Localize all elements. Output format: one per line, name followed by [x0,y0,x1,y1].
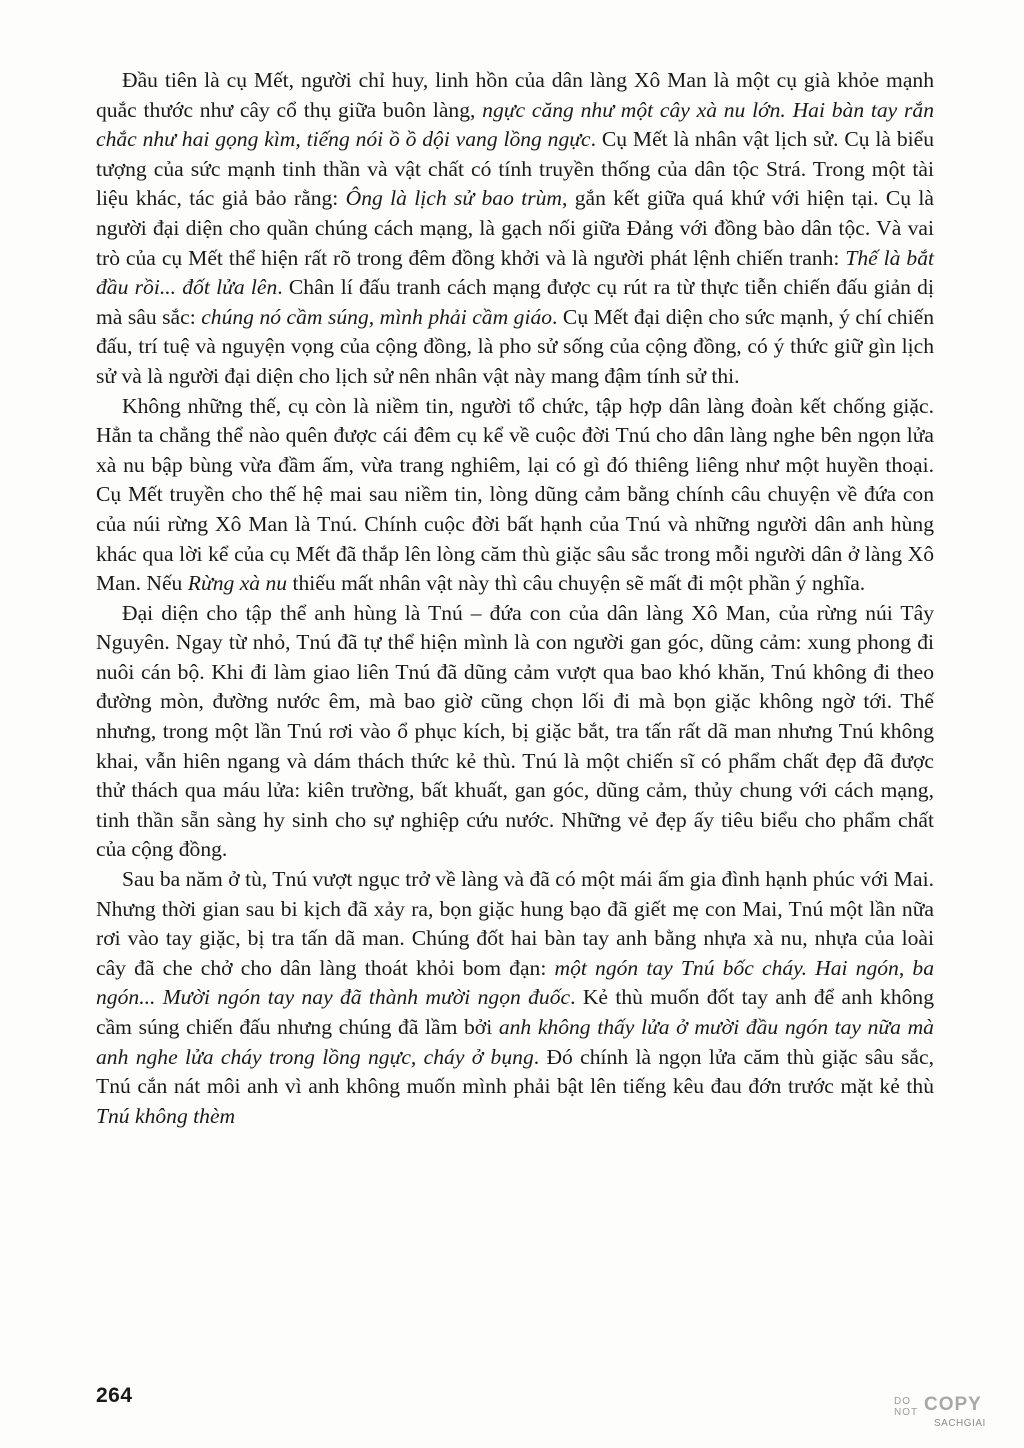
italic-text-run: một ngón tay Tnú bốc cháy. Hai ngón, ba ngón... Mười ngón tay nay đã thành mười ngọn đuốc [96,955,934,1010]
text-run: . Cụ Mết đại diện cho sức mạnh, ý chí chiến đấu, trí tuệ và nguyện vọng của cộng đồng, là pho sử sống của cộng đồng, có ý thức giữ gìn lịch sử và là người đại diện cho lịch sử nên nhân vật này mang đậm tính sử thi. [96,304,934,388]
text-run: Không những thế, cụ còn là niềm tin, người tổ chức, tập hợp dân làng đoàn kết chống giặc. Hẳn ta chẳng thể nào quên được cái đêm cụ kể về cuộc đời Tnú cho dân làng nghe bên ngọn lửa xà nu bập bùng vừa đầm ấm, vừa trang nghiêm, lại có gì đó thiêng liêng như một huyền thoại. Cụ Mết truyền cho thế hệ mai sau niềm tin, lòng dũng cảm bằng chính câu chuyện về đứa con của núi rừng Xô Man là Tnú. Chính cuộc đời bất hạnh của Tnú và những người dân anh hùng khác qua lời kể của cụ Mết đã thắp lên lòng căm thù giặc sâu sắc trong mỗi người dân ở làng Xô Man. Nếu [96,393,934,596]
italic-text-run: Rừng xà nu [187,571,288,596]
watermark-do-not [894,1396,918,1418]
text-run: , gắn kết giữa quá khứ với hiện tại. Cụ là người đại diện cho quần chúng cách mạng, là gạch nối giữa Đảng với đồng bào dân tộc. Và vai trò của cụ Mết thể hiện rất rõ trong đêm đồng khởi và là người phát lệnh chiến tranh: [96,186,934,270]
watermark-brand: SACHGIAI [934,1418,986,1429]
paragraph-2 [96,392,934,599]
text-run: Đầu tiên là cụ Mết, người chỉ huy, linh hồn của dân làng Xô Man là một cụ già khỏe mạnh quắc thước như cây cổ thụ giữa buôn làng, [96,68,934,122]
italic-text-run: anh không thấy lửa ở mười đầu ngón tay nữa mà anh nghe lửa cháy trong lồng ngực, cháy ở bụng [96,1015,934,1069]
text-run: Sau ba năm ở tù, Tnú vượt ngục trở về làng và đã có một mái ấm gia đình hạnh phúc với Mai. Nhưng thời gian sau bi kịch đã xảy ra, bọn giặc hung bạo đã giết mẹ con Mai, Tnú một lần nữa rơi vào tay giặc, bị tra tấn dã man. Chúng đốt hai bàn tay anh bằng nhựa xà nu, nhựa của loài cây đã che chở cho dân làng thoát khỏi bom đạn: [96,867,934,980]
watermark-copy: COPY [924,1394,982,1415]
paragraph-3 [96,599,934,865]
paragraph-1 [96,66,934,392]
text-run: . Kẻ thù muốn đốt tay anh để anh không cầm súng chiến đấu nhưng chúng đã lầm bởi [96,985,935,1039]
watermark-logo [894,1394,1004,1434]
text-run: thiếu mất nhân vật này thì câu chuyện sẽ mất đi một phần ý nghĩa. [287,571,866,596]
watermark-not: NOT [894,1407,919,1418]
italic-text-run: Tnú không thèm [96,1103,236,1128]
italic-text-run: ngực căng như một cây xà nu lớn. Hai bàn tay rắn chắc như hai gọng kìm, tiếng nói ồ ồ dội vang lồng ngực [96,97,935,152]
watermark-do: DO [894,1396,911,1407]
text-run: Đại diện cho tập thể anh hùng là Tnú – đứa con của dân làng Xô Man, của rừng núi Tây Nguyên. Ngay từ nhỏ, Tnú đã tự thể hiện mình là con người gan góc, dũng cảm: xung phong đi nuôi cán bộ. Khi đi làm giao liên Tnú đã dũng cảm vượt qua bao khó khăn, Tnú không đi theo đường mòn, đường nước êm, mà bao giờ cũng chọn lối đi mà bọn giặc không ngờ tới. Thế nhưng, trong một lần Tnú rơi vào ổ phục kích, bị giặc bắt, tra tấn rất dã man nhưng Tnú không khai, vẫn hiên ngang và dám thách thức kẻ thù. Tnú là một chiến sĩ có phẩm chất đẹp đã được thử thách qua máu lửa: kiên trường, bất khuất, gan góc, dũng cảm, thủy chung với cách mạng, tinh thần sẵn sàng hy sinh cho sự nghiệp cứu nước. Những vẻ đẹp ấy tiêu biểu cho phẩm chất của cộng đồng. [96,600,934,862]
italic-text-run: Ông là lịch sử bao trùm [345,186,563,211]
page-number: 264 [96,1384,133,1407]
paragraph-4 [96,865,934,1131]
text-run: . Chân lí đấu tranh cách mạng được cụ rút ra từ thực tiễn chiến đấu giản dị mà sâu sắc: [96,275,934,329]
body-text [96,66,934,1131]
text-run: . Đó chính là ngọn lửa căm thù giặc sâu sắc, Tnú cắn nát môi anh vì anh không muốn mình phải bật lên tiếng kêu đau đớn trước mặt kẻ thù [96,1044,934,1099]
italic-text-run: Thế là bắt đầu rồi... đốt lửa lên [96,245,934,300]
italic-text-run: chúng nó cầm súng, mình phải cầm giáo [201,304,553,329]
text-run: . Cụ Mết là nhân vật lịch sử. Cụ là biểu tượng của sức mạnh tinh thần và vật chất có tính truyền thống của dân tộc Strá. Trong một tài liệu khác, tác giả bảo rằng: [96,127,934,211]
